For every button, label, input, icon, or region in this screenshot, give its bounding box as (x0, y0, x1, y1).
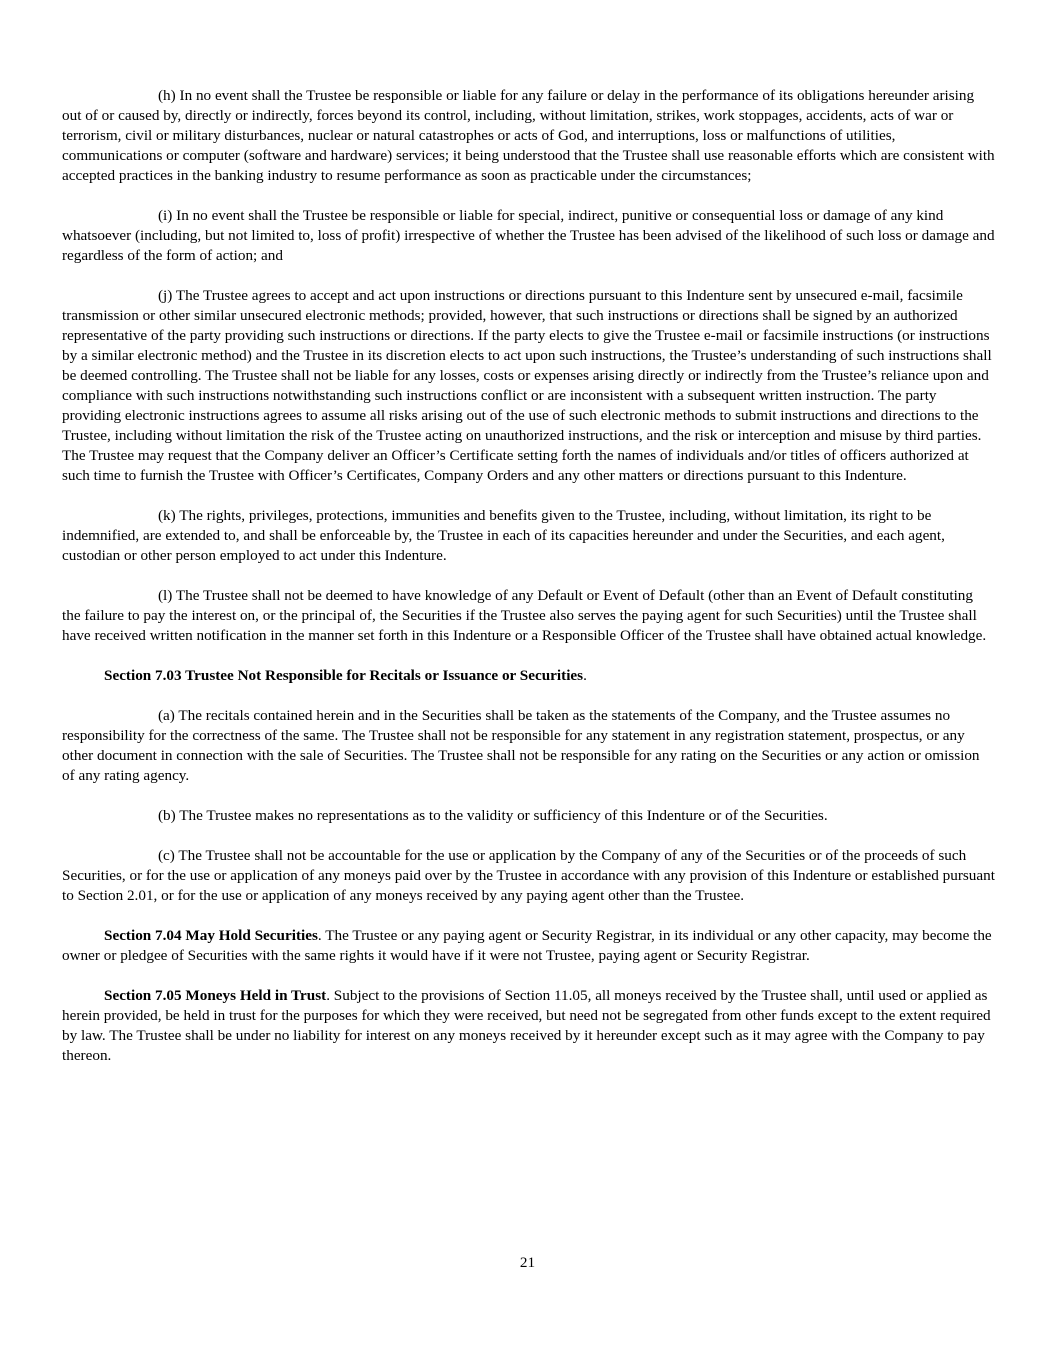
section-7-03-title-suffix: . (583, 667, 587, 684)
paragraph-k: (k) The rights, privileges, protections, immunities and benefits given to the Trustee, including, without limitation, its right to be indemnified, are extended to, and shall be enforceable by, the Trustee in each of its capacities hereunder and under the Securities, and each agent, custodian or other person employed to act under this Indenture. (62, 507, 945, 564)
section-7-03-heading (62, 666, 995, 686)
document-page (62, 86, 995, 1086)
section-7-05-title: Section 7.05 Moneys Held in Trust (104, 987, 327, 1004)
paragraph-h: (h) In no event shall the Trustee be responsible or liable for any failure or delay in the performance of its obligations hereunder arising out of or caused by, directly or indirectly, forces beyond its control, including, without limitation, strikes, work stoppages, accidents, acts of war or terrorism, civil or military disturbances, nuclear or natural catastrophes or acts of God, and interruptions, loss or malfunctions of utilities, communications or computer (software and hardware) services; it being understood that the Trustee shall use reasonable efforts which are consistent with accepted practices in the banking industry to resume performance as soon as practicable under the circumstances; (62, 87, 995, 184)
paragraph-j: (j) The Trustee agrees to accept and act upon instructions or directions pursuant to this Indenture sent by unsecured e-mail, facsimile transmission or other similar unsecured electronic methods; provided, however, that such instructions or directions shall be signed by an authorized representative of the party providing such instructions or directions. If the party elects to give the Trustee e-mail or facsimile instructions (or instructions by a similar electronic method) and the Trustee in its discretion elects to act upon such instructions, the Trustee’s understanding of such instructions shall be deemed controlling. The Trustee shall not be liable for any losses, costs or expenses arising directly or indirectly from the Trustee’s reliance upon and compliance with such instructions notwithstanding such instructions conflict or are inconsistent with a subsequent written instruction. The party providing electronic instructions agrees to assume all risks arising out of the use of such electronic methods to submit instructions and directions to the Trustee, including without limitation the risk of the Trustee acting on unauthorized instructions, and the risk or interception and misuse by third parties. The Trustee may request that the Company deliver an Officer’s Certificate setting forth the names of individuals and/or titles of officers authorized at such time to furnish the Trustee with Officer’s Certificates, Company Orders and any other matters or directions pursuant to this Indenture. (62, 287, 992, 484)
section-7-04-title: Section 7.04 May Hold Securities (104, 927, 318, 944)
section-7-04 (62, 926, 995, 966)
paragraph-i: (i) In no event shall the Trustee be responsible or liable for special, indirect, punitive or consequential loss or damage of any kind whatsoever (including, but not limited to, loss of profit) irrespective of whether the Trustee has been advised of the likelihood of such loss or damage and regardless of the form of action; and (62, 207, 995, 264)
section-7-05 (62, 986, 995, 1066)
page-number: 21 (519, 1254, 536, 1271)
section-7-03-paragraph-b: (b) The Trustee makes no representations as to the validity or sufficiency of this Indenture or of the Securities. (158, 807, 828, 824)
paragraph-l: (l) The Trustee shall not be deemed to have knowledge of any Default or Event of Default (other than an Event of Default constituting the failure to pay the interest on, or the principal of, the Securities if the Trustee also serves the paying agent for such Securities) until the Trustee shall have received written notification in the manner set forth in this Indenture or a Responsible Officer of the Trustee shall have obtained actual knowledge. (62, 587, 987, 644)
section-7-03-paragraph-c: (c) The Trustee shall not be accountable for the use or application by the Company of any of the Securities or of the proceeds of such Securities, or for the use or application of any moneys paid over by the Trustee in accordance with any provision of this Indenture or established pursuant to Section 2.01, or for the use or application of any moneys received by any paying agent other than the Trustee. (62, 847, 995, 904)
section-7-04-body: . The Trustee or any paying agent or Security Registrar, in its individual or any other capacity, may become the owner or pledgee of Securities with the same rights it would have if it were not Trustee, paying agent or Security Registrar. (62, 927, 992, 964)
section-7-03-title: Section 7.03 Trustee Not Responsible for Recitals or Issuance or Securities (104, 667, 584, 684)
section-7-03-paragraph-a: (a) The recitals contained herein and in the Securities shall be taken as the statements of the Company, and the Trustee assumes no responsibility for the correctness of the same. The Trustee shall not be responsible for any statement in any registration statement, prospectus, or any other document in connection with the sale of Securities. The Trustee shall not be responsible for any rating on the Securities or any action or omission of any rating agency. (62, 707, 980, 784)
section-7-05-body: . Subject to the provisions of Section 11.05, all moneys received by the Trustee shall, until used or applied as herein provided, be held in trust for the purposes for which they were received, but need not be segregated from other funds except to the extent required by law. The Trustee shall be under no liability for interest on any moneys received by it hereunder except such as it may agree with the Company to pay thereon. (62, 987, 991, 1064)
